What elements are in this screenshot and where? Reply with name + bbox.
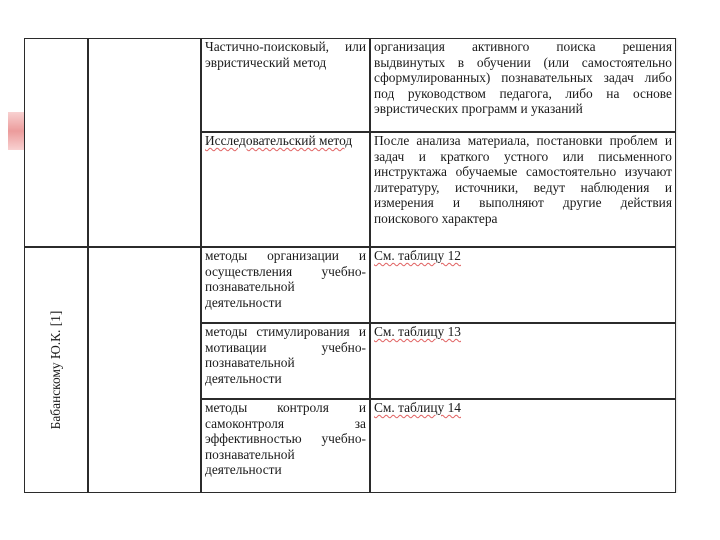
author-cell — [24, 247, 88, 493]
table-row — [24, 38, 676, 132]
description-text: После анализа материала, постановки проблем и задач и краткого устного или письменного инструктажа обучаемые самостоятельно изучают литературу, источники, ведут наблюдения и измерения и выполняют другие действия поискового характера — [374, 133, 672, 226]
author-label: Бабанскому Ю.К. [1] — [48, 310, 64, 430]
method-cell — [201, 399, 370, 493]
description-cell — [370, 132, 676, 247]
empty-cell — [88, 247, 201, 493]
method-text: Исследовательский метод — [205, 133, 353, 148]
reference-text: См. таблицу 13 — [374, 324, 461, 339]
reference-text: См. таблицу 12 — [374, 248, 461, 263]
reference-cell — [370, 323, 676, 399]
method-text: методы стимулирования и мотивации учебно-познавательной деятельности — [205, 324, 366, 386]
method-text: Частично-поисковый, или эвристический метод — [205, 39, 366, 70]
method-cell — [201, 132, 370, 247]
method-text: методы контроля и самоконтроля за эффективностью учебно-познавательной деятельности — [205, 400, 366, 478]
method-text: методы организации и осуществления учебно-познавательной деятельности — [205, 248, 366, 310]
reference-cell — [370, 399, 676, 493]
description-text: организация активного поиска решения выдвинутых в обучении (или самостоятельно сформулированных) познавательных задач либо под руководством педагога, либо на основе эвристических программ и указаний — [374, 39, 672, 117]
reference-text: См. таблицу 14 — [374, 400, 461, 415]
table-row — [24, 247, 676, 323]
description-cell — [370, 38, 676, 132]
empty-cell — [88, 38, 201, 247]
method-cell — [201, 38, 370, 132]
method-cell — [201, 323, 370, 399]
method-cell — [201, 247, 370, 323]
methods-table — [24, 38, 676, 493]
reference-cell — [370, 247, 676, 323]
author-cell-empty — [24, 38, 88, 247]
